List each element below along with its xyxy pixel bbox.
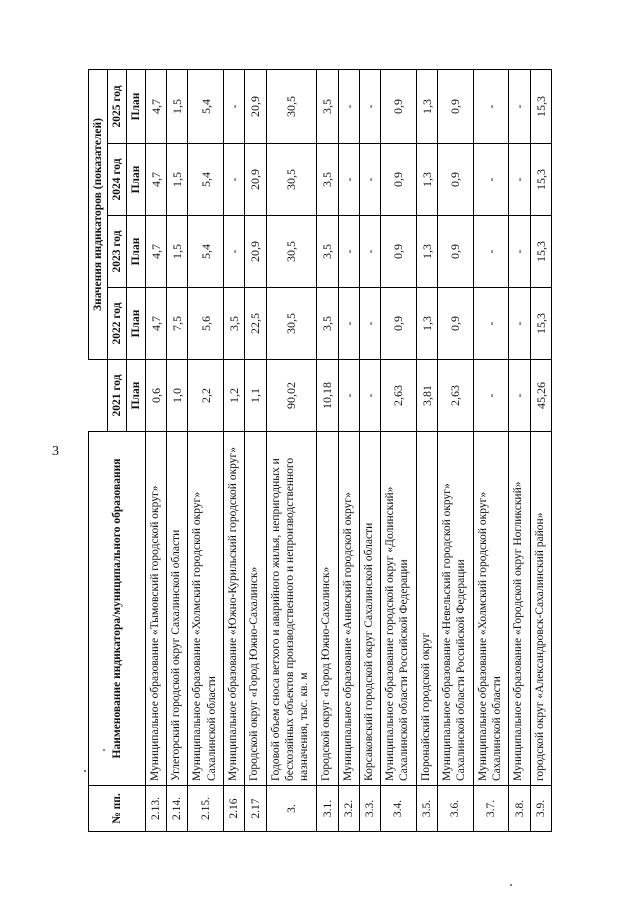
row-number: 3. (266, 786, 317, 832)
row-value: 10,18 (317, 360, 338, 432)
row-number: 3.8. (509, 786, 530, 832)
header-year: 2022 год (108, 288, 127, 360)
table-row (266, 69, 317, 831)
row-value: 1,3 (416, 216, 437, 288)
header-group: Значения индикаторов (показателей) (89, 69, 108, 359)
row-number: 2.14. (167, 786, 188, 832)
row-value: - (509, 216, 530, 288)
table-row (188, 69, 224, 831)
row-value: 1,3 (416, 144, 437, 216)
row-value: 15,3 (530, 216, 551, 288)
header-plan: План (127, 144, 146, 216)
row-name: Муниципальное образование «Южно-Курильский городской округ» (224, 432, 245, 786)
row-value: 15,3 (530, 69, 551, 143)
row-number: 3.3. (359, 786, 380, 832)
scan-speck (103, 749, 105, 751)
header-year: 2024 год (108, 144, 127, 216)
row-value: 3,5 (317, 288, 338, 360)
row-value: 20,9 (245, 69, 266, 143)
header-year: 2025 год (108, 69, 127, 143)
row-value: 5,6 (188, 288, 224, 360)
table-row (416, 69, 437, 831)
row-value: 3,5 (224, 288, 245, 360)
row-value: 3,5 (317, 69, 338, 143)
row-value: 2,63 (438, 360, 474, 432)
row-value: - (509, 360, 530, 432)
row-value: 4,7 (146, 216, 167, 288)
table-row (146, 69, 167, 831)
row-value: - (338, 69, 359, 143)
row-value: 30,5 (266, 144, 317, 216)
row-value: 0,6 (146, 360, 167, 432)
row-value: - (473, 69, 509, 143)
row-value: - (473, 216, 509, 288)
row-value: - (224, 144, 245, 216)
row-value: 30,5 (266, 288, 317, 360)
row-value: 0,9 (438, 216, 474, 288)
table-row (224, 69, 245, 831)
row-name: Муниципальное образование «Холмский городской округ» Сахалинской области (473, 432, 509, 786)
row-value: 5,4 (188, 216, 224, 288)
row-number: 3.5. (416, 786, 437, 832)
row-value: 1,2 (224, 360, 245, 432)
row-name: Муниципальное образование городской округ «Долинский» Сахалинской области Российской Федерации (381, 432, 417, 786)
row-value: 0,9 (438, 144, 474, 216)
row-value: - (359, 69, 380, 143)
row-value: 7,5 (167, 288, 188, 360)
row-value: - (338, 216, 359, 288)
row-value: 1,5 (167, 69, 188, 143)
row-value: 15,3 (530, 288, 551, 360)
row-name: Городской округ «Город Южно-Сахалинск» (317, 432, 338, 786)
row-value: 0,9 (381, 69, 417, 143)
table-row (530, 69, 551, 831)
row-value: 30,5 (266, 69, 317, 143)
header-plan: План (127, 216, 146, 288)
row-value: 15,3 (530, 144, 551, 216)
header-year: 2021 год (108, 360, 127, 432)
header-plan: План (127, 288, 146, 360)
row-name: Муниципальное образование «Анивский городской округ» (338, 432, 359, 786)
row-name: Городской округ «Город Южно-Сахалинск» (245, 432, 266, 786)
row-number: 2.13. (146, 786, 167, 832)
row-value: 1,5 (167, 144, 188, 216)
row-value: 22,5 (245, 288, 266, 360)
row-value: 4,7 (146, 144, 167, 216)
row-value: 3,5 (317, 144, 338, 216)
row-value: 5,4 (188, 69, 224, 143)
table-row (438, 69, 474, 831)
row-value: 0,9 (381, 288, 417, 360)
row-value: - (473, 288, 509, 360)
header-plan: План (127, 69, 146, 143)
page-number: 3 (52, 444, 59, 459)
row-name: Поронайский городской округ (416, 432, 437, 786)
table-row (317, 69, 338, 831)
header-year: 2023 год (108, 216, 127, 288)
row-number: 3.9. (530, 786, 551, 832)
row-value: 0,9 (381, 216, 417, 288)
indicator-table (88, 69, 552, 832)
row-name: Корсаковский городской округ Сахалинской области (359, 432, 380, 786)
row-value: - (509, 144, 530, 216)
row-value: 5,4 (188, 144, 224, 216)
row-value: 0,9 (438, 69, 474, 143)
row-number: 3.2. (338, 786, 359, 832)
row-value: 1,3 (416, 69, 437, 143)
row-value: 1,1 (245, 360, 266, 432)
row-value: 0,9 (381, 144, 417, 216)
row-value: - (224, 69, 245, 143)
rotated-table-container (88, 70, 552, 832)
row-value: - (509, 288, 530, 360)
row-value: - (509, 69, 530, 143)
row-value: - (473, 144, 509, 216)
row-number: 3.1. (317, 786, 338, 832)
row-name: Муниципальное образование «Невельский городской округ» Сахалинской области Российской Федерации (438, 432, 474, 786)
row-value: 2,63 (381, 360, 417, 432)
row-value: 20,9 (245, 216, 266, 288)
header-plan: План (127, 360, 146, 432)
row-value: 0,9 (438, 288, 474, 360)
row-value: - (338, 144, 359, 216)
row-name: Муниципальное образование «Городской округ Ногликский» (509, 432, 530, 786)
row-number: 2.16 (224, 786, 245, 832)
table-row (509, 69, 530, 831)
header-name: Наименование индикатора/муниципального образования (89, 432, 146, 786)
row-name: Углегорский городской округ Сахалинской области (167, 432, 188, 786)
row-value: 30,5 (266, 216, 317, 288)
row-value: - (224, 216, 245, 288)
row-number: 2.15. (188, 786, 224, 832)
row-value: 20,9 (245, 144, 266, 216)
row-value: 1,5 (167, 216, 188, 288)
row-name: Муниципальное образование «Холмский городской округ» Сахалинской области (188, 432, 224, 786)
table-row (473, 69, 509, 831)
row-value: - (338, 288, 359, 360)
row-value: 45,26 (530, 360, 551, 432)
table-row (167, 69, 188, 831)
row-name: городской округ «Александровск-Сахалинский район» (530, 432, 551, 786)
row-number: 3.6. (438, 786, 474, 832)
table-row (338, 69, 359, 831)
table-row (381, 69, 417, 831)
row-value: - (359, 144, 380, 216)
row-value: 4,7 (146, 69, 167, 143)
row-value: 4,7 (146, 288, 167, 360)
table-row (359, 69, 380, 831)
row-number: 3.4. (381, 786, 417, 832)
row-value: - (338, 360, 359, 432)
header-num: № пп. (89, 786, 146, 832)
row-name: Муниципальное образование «Тымовский городской округ» (146, 432, 167, 786)
row-value: - (359, 216, 380, 288)
row-value: 2,2 (188, 360, 224, 432)
scan-speck (84, 770, 86, 772)
row-value: 1,3 (416, 288, 437, 360)
row-value: - (359, 360, 380, 432)
row-value: - (473, 360, 509, 432)
row-value: - (359, 288, 380, 360)
row-value: 3,5 (317, 216, 338, 288)
row-value: 1,0 (167, 360, 188, 432)
row-value: 3,81 (416, 360, 437, 432)
scan-speck (510, 884, 512, 886)
row-name: Годовой объем сноса ветхого и аварийного жилья, непригодных и бесхозяйных объектов производственного и непроизводственного назначения, тыс. кв. м (266, 432, 317, 786)
row-number: 2.17 (245, 786, 266, 832)
table-row (245, 69, 266, 831)
row-number: 3.7. (473, 786, 509, 832)
row-value: 90,02 (266, 360, 317, 432)
